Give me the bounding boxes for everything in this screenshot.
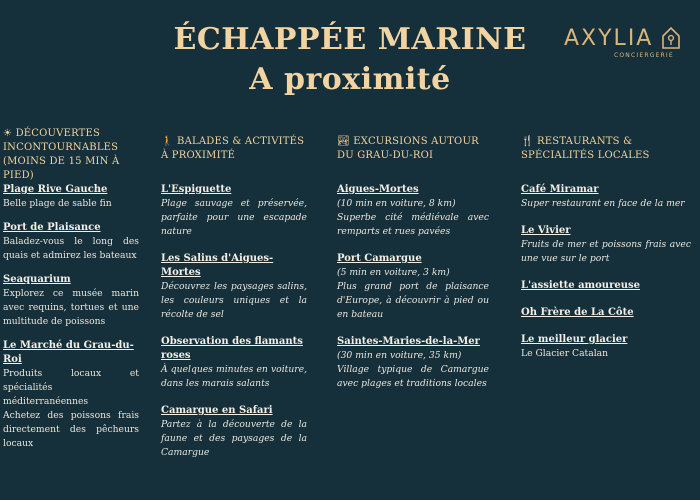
- landscape-icon: 🏞: [337, 136, 350, 147]
- item-description: Partez à la découverte de la faune et des paysages de la Camargue: [161, 419, 307, 458]
- item-name: Camargue en Safari: [161, 405, 273, 416]
- column-heading-text: EXCURSIONS AUTOUR DU GRAU-DU-ROI: [337, 136, 479, 161]
- item-description: Plage sauvage et préservée, parfaite pour une escapade nature: [161, 198, 307, 237]
- item-description: Explorez ce musée marin avec requins, tortues et une multitude de poissons: [3, 288, 139, 327]
- item-name: Seaquarium: [3, 274, 71, 285]
- item-distance: (30 min en voiture, 35 km): [337, 350, 462, 361]
- item-name: Le Vivier: [521, 225, 571, 236]
- page-title: ÉCHAPPÉE MARINE: [173, 22, 527, 57]
- list-item: [337, 335, 489, 391]
- item-distance: (10 min en voiture, 8 km): [337, 198, 456, 209]
- column-excursions: [337, 127, 489, 404]
- item-name: Café Miramar: [521, 184, 599, 195]
- item-name: Aigues-Mortes: [337, 184, 419, 195]
- column-heading-text: DÉCOUVERTES INCONTOURNABLES (MOINS DE 15 MIN À PIED): [3, 128, 120, 181]
- column-heading: [337, 135, 489, 183]
- item-description: Baladez-vous le long des quais et admirez les bateaux: [3, 236, 139, 261]
- item-description: Super restaurant en face de la mer: [521, 198, 685, 209]
- brand-logo: [564, 26, 694, 66]
- column-heading: [161, 135, 307, 183]
- column-discoveries: [3, 127, 139, 461]
- list-item: [3, 339, 139, 451]
- house-key-icon: [660, 24, 682, 50]
- item-name: Port de Plaisance: [3, 222, 101, 233]
- column-restaurants: [521, 127, 691, 374]
- list-item: [337, 252, 489, 322]
- item-description: Plus grand port de plaisance d'Europe, à découvrir à pied ou en bateau: [337, 281, 489, 320]
- walking-person-icon: 🚶: [161, 136, 174, 147]
- item-name: L'assiette amoureuse: [521, 280, 640, 291]
- list-item: [337, 183, 489, 239]
- page-subtitle: A proximité: [249, 62, 451, 97]
- item-name: Les Salins d'Aigues-Mortes: [161, 253, 274, 278]
- item-name: Le meilleur glacier: [521, 334, 628, 345]
- item-name: Le Marché du Grau-du-Roi: [3, 340, 134, 365]
- item-description: Achetez des poissons frais directement des pêcheurs locaux: [3, 410, 139, 449]
- item-description: Le Glacier Catalan: [521, 348, 609, 359]
- list-item: [161, 183, 307, 239]
- list-item: [161, 404, 307, 460]
- list-item: [521, 224, 691, 266]
- item-distance: (5 min en voiture, 3 km): [337, 267, 450, 278]
- fork-knife-icon: 🍴: [521, 136, 534, 147]
- list-item: [521, 279, 691, 293]
- list-item: [161, 252, 307, 322]
- sun-icon: ☀: [3, 128, 13, 139]
- item-description: Découvrez les paysages salins, les couleurs uniques et la récolte de sel: [161, 281, 307, 320]
- item-description: Belle plage de sable fin: [3, 198, 112, 209]
- list-item: [521, 183, 691, 211]
- list-item: [521, 306, 691, 320]
- list-item: [161, 335, 307, 391]
- list-item: [521, 333, 691, 361]
- list-item: [3, 183, 139, 211]
- column-heading-text: BALADES & ACTIVITÉS À PROXIMITÉ: [161, 136, 305, 161]
- item-description: Fruits de mer et poissons frais avec une vue sur le port: [521, 239, 691, 264]
- item-name: Observation des flamants roses: [161, 336, 303, 361]
- column-heading-text: RESTAURANTS & SPÉCIALITÉS LOCALES: [521, 136, 650, 161]
- list-item: [3, 273, 139, 329]
- list-item: [3, 221, 139, 263]
- item-name: L'Espiguette: [161, 184, 232, 195]
- column-heading: [3, 127, 139, 183]
- item-name: Port Camargue: [337, 253, 422, 264]
- item-name: Oh Frère de La Côte: [521, 307, 634, 318]
- logo-tagline: CONCIERGERIE: [614, 52, 674, 59]
- item-description: À quelques minutes en voiture, dans les marais salants: [161, 364, 307, 389]
- logo-name: AXYLIA: [564, 26, 654, 51]
- item-name: Saintes-Maries-de-la-Mer: [337, 336, 480, 347]
- item-description: Superbe cité médiévale avec remparts et rues pavées: [337, 212, 489, 237]
- item-description: Produits locaux et spécialités méditerranéennes: [3, 368, 139, 407]
- item-name: Plage Rive Gauche: [3, 184, 108, 195]
- column-heading: [521, 135, 691, 183]
- column-walks-activities: [161, 127, 307, 473]
- item-description: Village typique de Camargue avec plages et traditions locales: [337, 364, 489, 389]
